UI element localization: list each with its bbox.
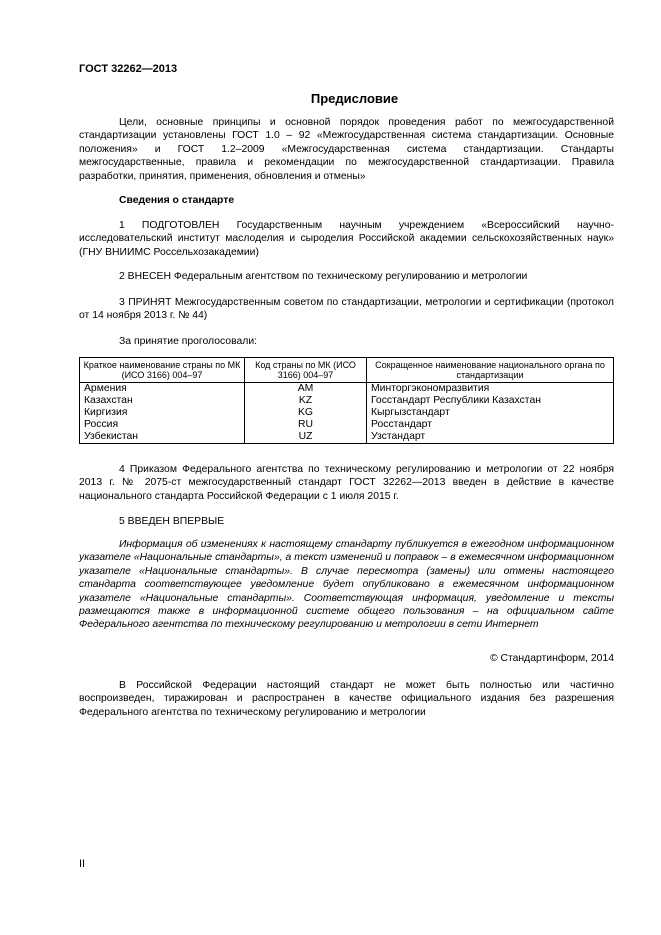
code-cell: AM <box>245 383 367 396</box>
table-header-row <box>80 358 614 383</box>
code-cell: RU <box>245 419 367 431</box>
code-cell: KG <box>245 407 367 419</box>
table-row <box>80 431 614 444</box>
info-note: Информация об изменениях к настоящему стандарту публикуется в ежегодном информационном указателе «Национальные стандарты», а текст изменений и поправок – в ежемесячном информационном указателе «Национальные стандарты». В случае пересмотра (замены) или отмены настоящего стандарта соответствующее уведомление будет опубликовано в ежемесячном информационном указателе «Национальные стандарты». Соответствующая информация, уведомление и тексты размещаются также в информационной системе общего пользования – на официальном сайте Федерального агентства по техническому регулированию и метрологии в сети Интернет <box>79 539 614 631</box>
country-cell: Россия <box>80 419 245 431</box>
body-cell: Росстандарт <box>367 419 614 431</box>
code-cell: KZ <box>245 395 367 407</box>
table-row <box>80 383 614 396</box>
country-cell: Армения <box>80 383 245 396</box>
table-header-body: Сокращенное наименование национального органа по стандартизации <box>367 358 614 383</box>
item-1-paragraph: 1 ПОДГОТОВЛЕН Государственным научным учреждением «Всероссийский научно-исследовательский институт маслоделия и сыроделия Российской академии сельскохозяйственных наук» (ГНУ ВНИИМС Россельхозакадемии) <box>79 220 614 258</box>
body-cell: Госстандарт Республики Казахстан <box>367 395 614 407</box>
table-row <box>80 407 614 419</box>
table-header-country: Краткое наименование страны по МК (ИСО 3166) 004–97 <box>80 358 245 383</box>
section-heading: Сведения о стандарте <box>119 195 235 206</box>
body-cell: Узстандарт <box>367 431 614 444</box>
item-4-paragraph: 4 Приказом Федерального агентства по техническому регулированию и метрологии от 22 ноября 2013 г. № 2075-ст межгосударственный стандарт ГОСТ 32262—2013 введен в действие в качестве национального стандарта Российской Федерации с 1 июля 2015 г. <box>79 464 614 502</box>
country-cell: Казахстан <box>80 395 245 407</box>
body-cell: Минторгэкономразвития <box>367 383 614 396</box>
copyright: © Стандартинформ, 2014 <box>489 653 614 664</box>
table-row <box>80 395 614 407</box>
document-code: ГОСТ 32262—2013 <box>79 63 178 75</box>
country-cell: Узбекистан <box>80 431 245 444</box>
intro-paragraph: Цели, основные принципы и основной порядок проведения работ по межгосударственной стандартизации установлены ГОСТ 1.0 – 92 «Межгосударственная система стандартизации. Основные положения» и ГОСТ 1.2–2009 «Межгосударственная система стандартизации. Стандарты межгосударственные, правила и рекомендации по межгосударственной стандартизации. Правила разработки, принятия, применения, обновления и отмены» <box>79 117 614 182</box>
item-5-paragraph: 5 ВВЕДЕН ВПЕРВЫЕ <box>119 516 225 527</box>
table-row <box>80 419 614 431</box>
table-header-code: Код страны по МК (ИСО 3166) 004–97 <box>245 358 367 383</box>
page-number: II <box>79 858 86 870</box>
item-2-paragraph: 2 ВНЕСЕН Федеральным агентством по техническому регулированию и метрологии <box>119 271 528 282</box>
countries-table <box>79 357 614 444</box>
rights-paragraph: В Российской Федерации настоящий стандарт не может быть полностью или частично воспроизведен, тиражирован и распространен в качестве официального издания без разрешения Федерального агентства по техническому регулированию и метрологии <box>79 680 614 718</box>
page-title: Предисловие <box>310 91 399 106</box>
code-cell: UZ <box>245 431 367 444</box>
item-3-paragraph: 3 ПРИНЯТ Межгосударственным советом по стандартизации, метрологии и сертификации (протокол от 14 ноября 2013 г. № 44) <box>79 297 614 322</box>
body-cell: Кыргызстандарт <box>367 407 614 419</box>
voted-label: За принятие проголосовали: <box>119 336 258 347</box>
country-cell: Киргизия <box>80 407 245 419</box>
